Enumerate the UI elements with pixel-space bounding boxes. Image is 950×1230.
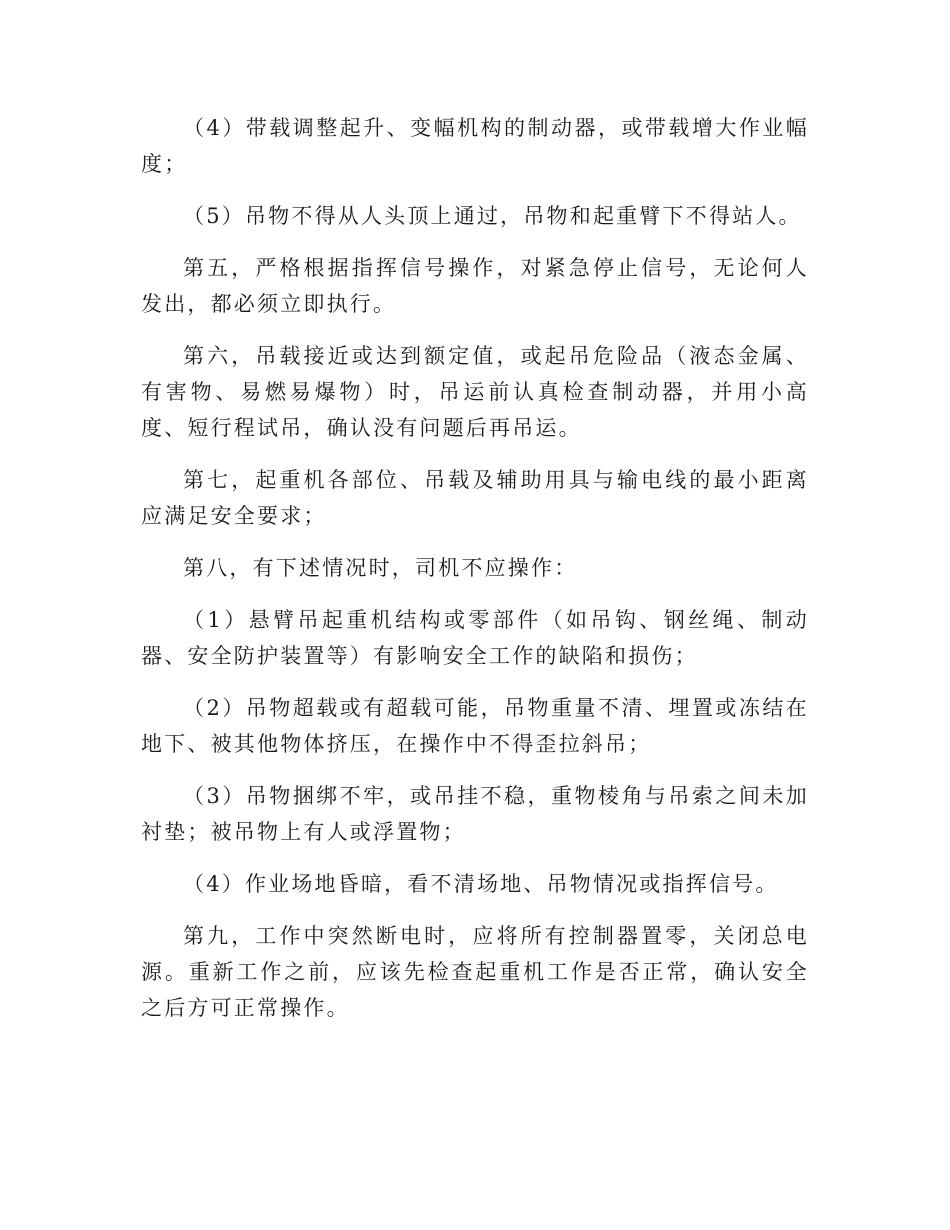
paragraph-item-1-defects: （1）悬臂吊起重机结构或零部件（如吊钩、钢丝绳、制动器、安全防护装置等）有影响安全工作的缺陷和损伤；	[141, 608, 809, 668]
paragraph-eighth-conditions: 第八，有下述情况时，司机不应操作：	[183, 556, 578, 580]
paragraph-sixth-rated-load: 第六，吊载接近或达到额定值，或起吊危险品（液态金属、有害物、易燃易爆物）时，吊运前认真检查制动器，并用小高度、短行程试吊，确认没有问题后再吊运。	[141, 344, 809, 440]
document-body	[141, 110, 809, 1042]
paragraph-item-2-overload: （2）吊物超载或有超载可能，吊物重量不清、埋置或冻结在地下、被其他物体挤压，在操作中不得歪拉斜吊；	[141, 696, 809, 756]
paragraph-item-4-brake: （4）带载调整起升、变幅机构的制动器，或带载增大作业幅度；	[141, 116, 809, 176]
paragraph-ninth-power-failure: 第九，工作中突然断电时，应将所有控制器置零，关闭总电源。重新工作之前，应该先检查起重机工作是否正常，确认安全之后方可正常操作。	[141, 924, 809, 1020]
paragraph-item-5-overhead: （5）吊物不得从人头顶上通过，吊物和起重臂下不得站人。	[183, 204, 802, 228]
paragraph-fifth-signal: 第五，严格根据指挥信号操作，对紧急停止信号，无论何人发出，都必须立即执行。	[141, 256, 809, 316]
paragraph-seventh-power-line: 第七，起重机各部位、吊载及辅助用具与输电线的最小距离应满足安全要求；	[141, 468, 809, 528]
paragraph-item-3-binding: （3）吊物捆绑不牢，或吊挂不稳，重物棱角与吊索之间未加衬垫；被吊物上有人或浮置物；	[141, 784, 809, 844]
paragraph-item-4-visibility: （4）作业场地昏暗，看不清场地、吊物情况或指挥信号。	[183, 872, 779, 896]
